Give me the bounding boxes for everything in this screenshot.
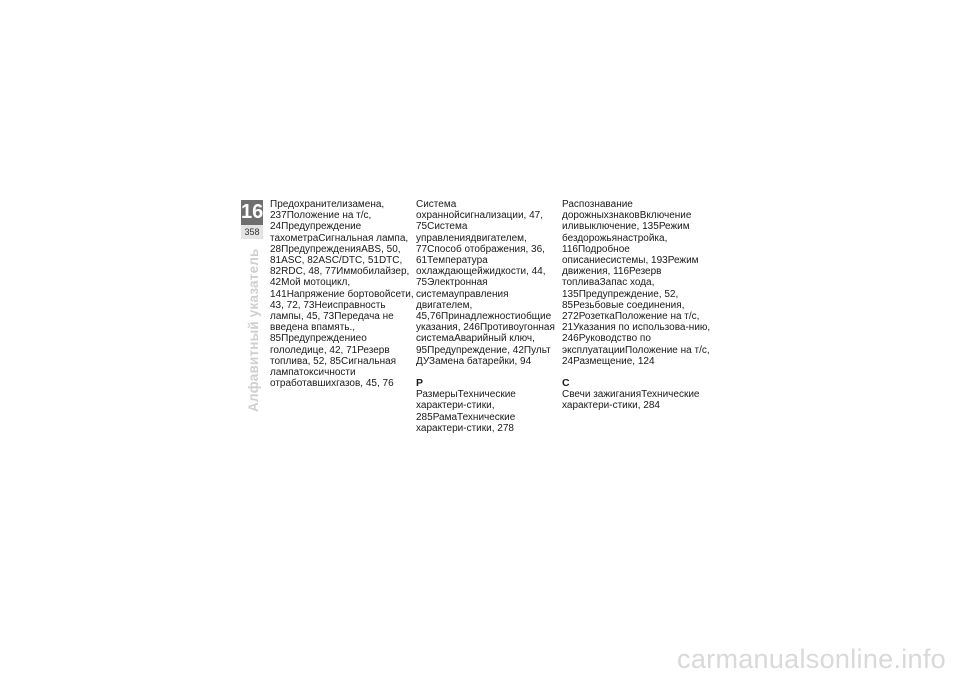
index-subentry: управления двигателем, 45, bbox=[416, 288, 509, 323]
index-subentry: Температура охлаждающей bbox=[416, 255, 488, 278]
index-subentry: жидкости, 44, 75 bbox=[416, 266, 546, 289]
index-subentry: Запас хода, 135 bbox=[562, 277, 655, 300]
index-subentry: стики, 284 bbox=[612, 400, 660, 412]
index-entry: Принадлежности bbox=[441, 311, 521, 323]
index-letter-heading: С bbox=[562, 377, 570, 390]
index-subentry: Положение на т/с, 21 bbox=[562, 311, 700, 334]
index-subentry: Аварийный ключ, 95 bbox=[416, 333, 535, 356]
index-subentry: сигнализации, 47, 75 bbox=[416, 210, 544, 233]
watermark: carmanualsonline.info bbox=[677, 644, 946, 674]
index-subentry: Мой мотоцикл, 141 bbox=[270, 277, 351, 300]
index-entry: Предупреждение тахометра bbox=[270, 221, 362, 244]
index-subentry: токсичности отработавших bbox=[270, 367, 356, 390]
index-subentry: Система управления bbox=[416, 221, 471, 244]
index-subentry: сети, 43, 72, 73 bbox=[270, 288, 414, 311]
index-subentry: газов, 45, 76 bbox=[336, 378, 394, 390]
index-subentry: Включение или bbox=[562, 210, 692, 233]
index-subentry: замена, 237 bbox=[270, 199, 385, 222]
index-subentry: Указания по использова- bbox=[573, 322, 689, 334]
index-subentry: о гололедице, 42, 71 bbox=[270, 333, 367, 356]
index-subentry: ABS, 50, 81 bbox=[270, 243, 401, 267]
index-subentry: Неисправность лампы, 45, 73 bbox=[270, 299, 386, 323]
index-entry: Режим бездорожья bbox=[562, 221, 690, 244]
index-subentry: Сигнальная лампа, 28 bbox=[270, 232, 409, 255]
page-number: 358 bbox=[241, 225, 263, 239]
index-column-2 bbox=[416, 199, 566, 434]
index-entry: Резьбовые соединения, 272 bbox=[562, 299, 685, 323]
index-subentry: Напряжение бортовой bbox=[286, 288, 391, 300]
index-subentry: стики, 278 bbox=[466, 422, 514, 434]
index-subentry: системы, 193 bbox=[605, 255, 668, 267]
index-subentry: память., 85 bbox=[270, 322, 356, 345]
index-entry: Пульт ДУ bbox=[416, 344, 551, 367]
index-column-3 bbox=[562, 199, 712, 412]
index-subentry: Электронная система bbox=[416, 277, 488, 300]
index-subentry: DTC, 82 bbox=[270, 255, 403, 278]
index-subentry: общие указания, 246 bbox=[416, 311, 552, 334]
index-entry: Руководство по эксплуатации bbox=[562, 333, 651, 356]
index-subentry: нию, 246 bbox=[562, 322, 711, 345]
index-entry: Распознавание дорожных bbox=[562, 199, 633, 222]
index-letter-heading: Р bbox=[416, 377, 424, 390]
index-subentry: выключение, 135 bbox=[579, 221, 659, 233]
index-subentry: Предупреждение bbox=[281, 333, 362, 345]
index-subentry: Передача не введена в bbox=[270, 311, 394, 334]
index-subentry: Положение на т/с, 24 bbox=[270, 210, 372, 233]
chapter-tab bbox=[241, 200, 263, 239]
index-entry: Противоугонная система bbox=[416, 322, 555, 345]
index-subentry: настройка, 116 bbox=[562, 232, 668, 255]
index-subentry: Технические характери- bbox=[416, 389, 516, 412]
index-subentry: ASC, 82 bbox=[281, 255, 319, 267]
index-column-1 bbox=[270, 199, 420, 389]
index-subentry: ASC/DTC, 51 bbox=[318, 255, 379, 267]
index-subentry: Подробное описание bbox=[562, 243, 630, 267]
index-subentry: Способ отображения, 36, 61 bbox=[416, 243, 545, 267]
index-subentry: Технические характери- bbox=[562, 389, 700, 412]
index-subentry: Размещение, 124 bbox=[573, 355, 655, 367]
index-subentry: Система охранной bbox=[416, 199, 460, 222]
index-entry: Розетка bbox=[578, 311, 615, 323]
index-subentry: Замена батарейки, 94 bbox=[429, 355, 532, 367]
chapter-number: 16 bbox=[241, 201, 264, 223]
index-entry: Рама bbox=[432, 411, 458, 423]
index-subentry: знаков bbox=[608, 210, 640, 222]
index-entry: Свечи зажигания bbox=[562, 389, 642, 401]
index-subentry: Положение на т/с, 24 bbox=[562, 344, 710, 367]
index-subentry: Предупреждение, 52, 85 bbox=[562, 288, 679, 311]
section-title: Алфавитный указатель bbox=[246, 248, 261, 412]
index-subentry: стики, 285 bbox=[416, 400, 495, 423]
index-entry: Режим движения, 116 bbox=[562, 255, 699, 278]
index-entry: Резерв топлива bbox=[562, 266, 662, 289]
index-subentry: Предупреждение, 42 bbox=[427, 344, 524, 356]
index-entry: Предупреждения bbox=[281, 243, 362, 255]
index-subentry: Иммобилайзер, 42 bbox=[270, 266, 410, 289]
index-subentry: Сигнальная лампа bbox=[270, 355, 397, 379]
index-entry: Предохранители bbox=[270, 199, 348, 210]
index-subentry: двигателем, 77 bbox=[416, 232, 527, 255]
index-subentry: RDC, 48, 77 bbox=[281, 266, 337, 278]
index-subentry: Технические характери- bbox=[416, 411, 516, 434]
index-subentry: Резерв топлива, 52, 85 bbox=[270, 344, 390, 367]
index-subentry: 76 bbox=[429, 311, 442, 323]
index-entry: Размеры bbox=[416, 389, 458, 401]
